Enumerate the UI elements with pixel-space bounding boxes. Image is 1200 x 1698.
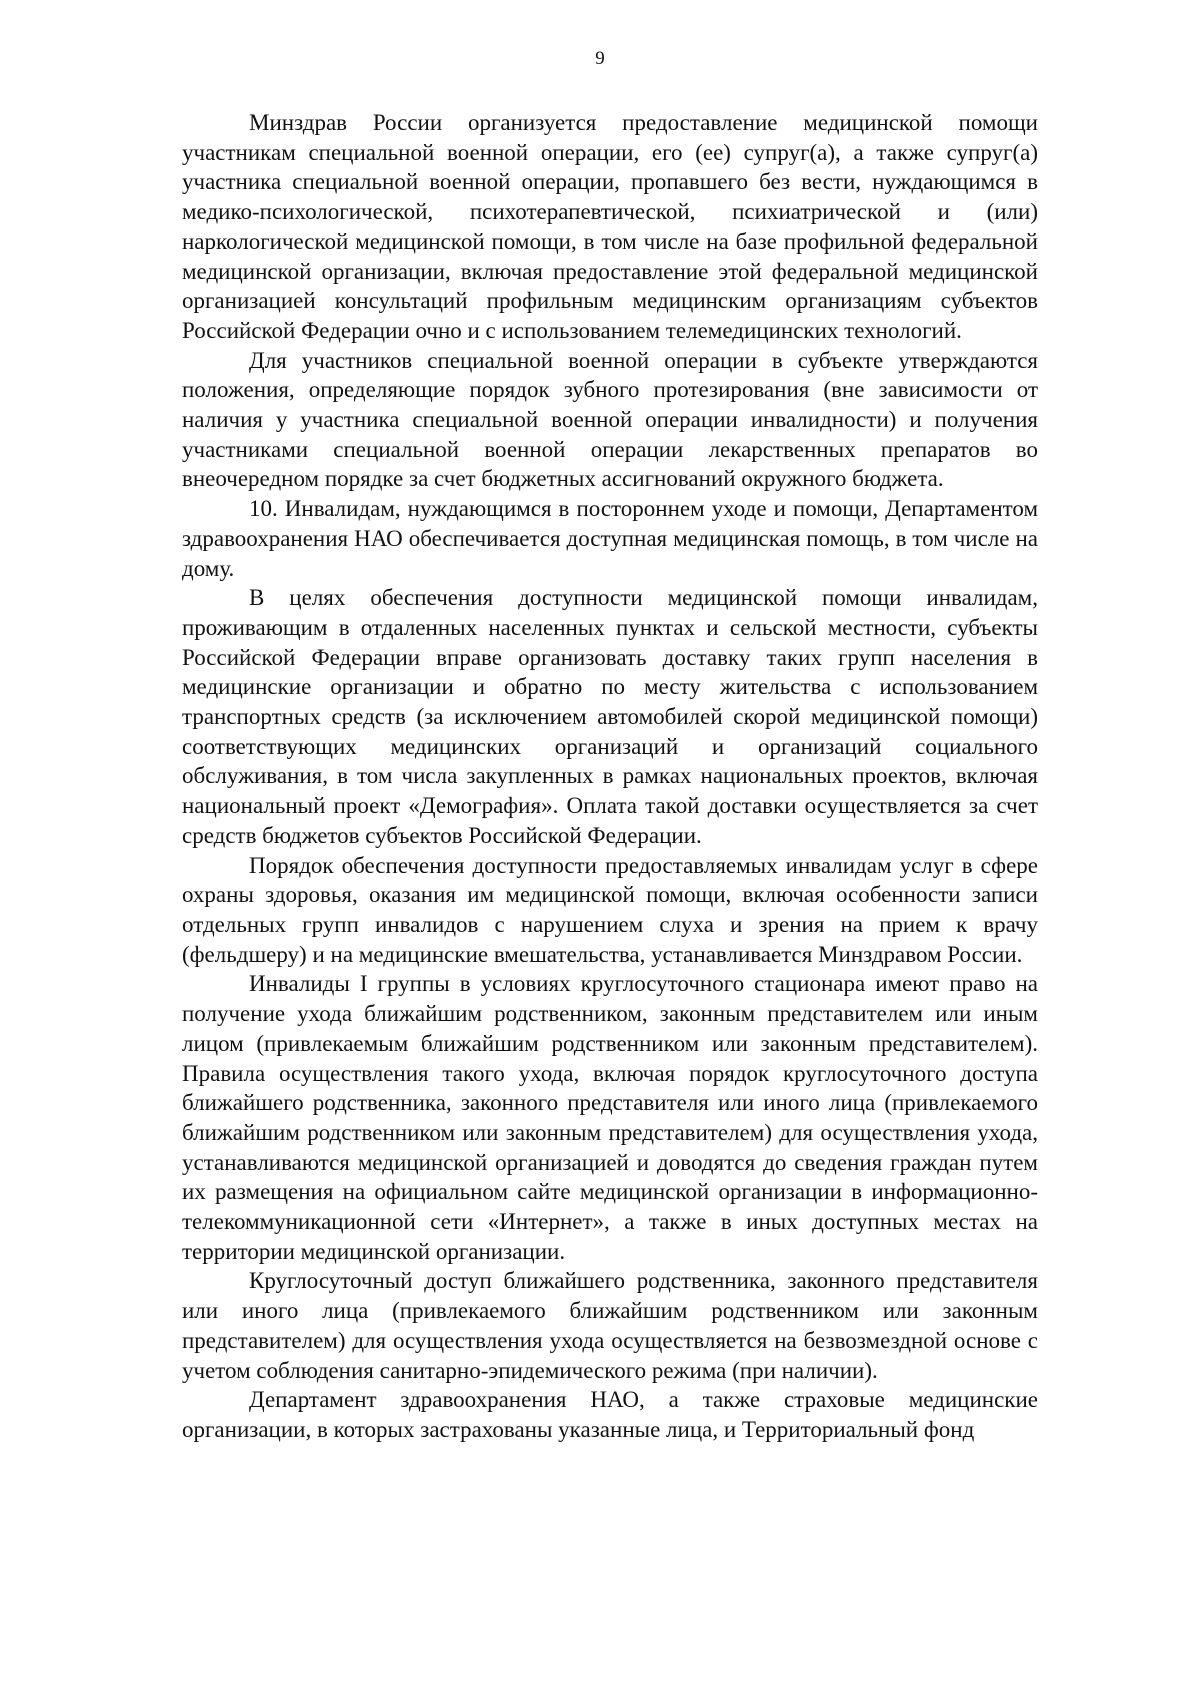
paragraph: Круглосуточный доступ ближайшего родственника, законного представителя или иного лица (привлекаемого ближайшим родственником или законным представителем) для осуществления ухода осуществляется на безвозмездной основе с учетом соблюдения санитарно-эпидемического режима (при наличии). xyxy=(182,1268,1038,1383)
paragraph: Инвалиды I группы в условиях круглосуточного стационара имеют право на получение ухода ближайшим родственником, законным представителем или иным лицом (привлекаемым ближайшим родственником или законным представителем). Правила осуществления такого ухода, включая порядок круглосуточного доступа ближайшего родственника, законного представителя или иного лица (привлекаемого ближайшим родственником или законным представителем) для осуществления ухода, устанавливаются медицинской организацией и доводятся до сведения граждан путем их размещения на официальном сайте медицинской организации в информационно-телекоммуникационной сети «Интернет», а также в иных доступных местах на территории медицинской организации. xyxy=(182,971,1038,1264)
paragraph: Для участников специальной военной операции в субъекте утверждаются положения, определяющие порядок зубного протезирования (вне зависимости от наличия у участника специальной военной операции инвалидности) и получения участниками специальной военной операции лекарственных препаратов во внеочередном порядке за счет бюджетных ассигнований окружного бюджета. xyxy=(182,347,1038,492)
paragraph: Порядок обеспечения доступности предоставляемых инвалидам услуг в сфере охраны здоровья, оказания им медицинской помощи, включая особенности записи отдельных групп инвалидов с нарушением слуха и зрения на прием к врачу (фельдшеру) и на медицинские вмешательства, устанавливается Минздравом России. xyxy=(182,852,1038,967)
paragraph: 10. Инвалидам, нуждающимся в постороннем уходе и помощи, Департаментом здравоохранения НАО обеспечивается доступная медицинская помощь, в том числе на дому. xyxy=(182,496,1038,581)
paragraph: В целях обеспечения доступности медицинской помощи инвалидам, проживающим в отдаленных населенных пунктах и сельской местности, субъекты Российской Федерации вправе организовать доставку таких групп населения в медицинские организации и обратно по месту жительства с использованием транспортных средств (за исключением автомобилей скорой медицинской помощи) соответствующих медицинских организаций и организаций социального обслуживания, в том числа закупленных в рамках национальных проектов, включая национальный проект «Демография». Оплата такой доставки осуществляется за счет средств бюджетов субъектов Российской Федерации. xyxy=(182,585,1038,848)
document-body xyxy=(182,108,1038,1445)
page-number: 9 xyxy=(595,48,605,69)
paragraph: Минздрав России организуется предоставление медицинской помощи участникам специальной военной операции, его (ее) супруг(а), а также супруг(а) участника специальной военной операции, пропавшего без вести, нуждающимся в медико-психологической, психотерапевтической, психиатрической и (или) наркологической медицинской помощи, в том числе на базе профильной федеральной медицинской организации, включая предоставление этой федеральной медицинской организацией консультаций профильным медицинским организациям субъектов Российской Федерации очно и с использованием телемедицинских технологий. xyxy=(182,110,1038,343)
paragraph: Департамент здравоохранения НАО, а также страховые медицинские организации, в которых застрахованы указанные лица, и Территориальный фонд xyxy=(182,1387,1038,1442)
